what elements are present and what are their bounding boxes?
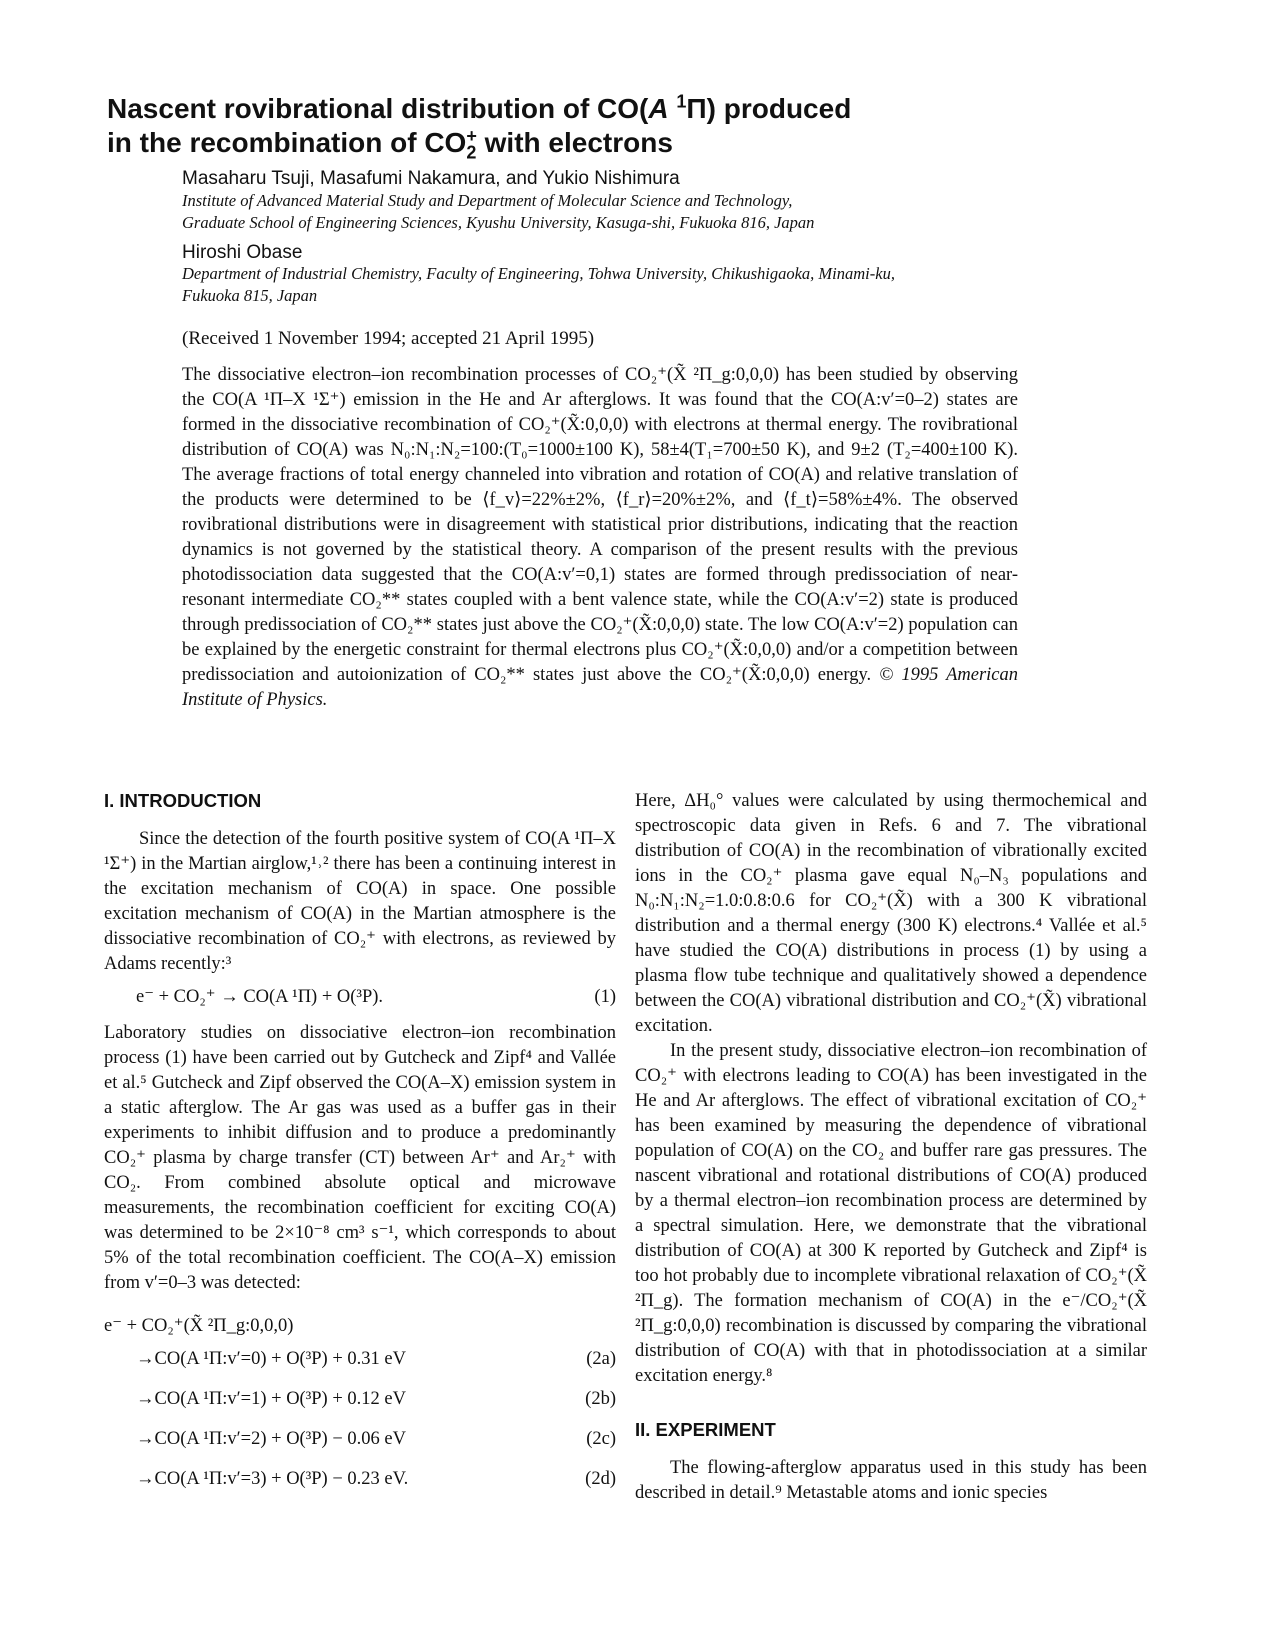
equation-number: (1) — [594, 987, 616, 1007]
abstract: The dissociative electron–ion recombination processes of CO₂⁺(X̃ ²Π_g:0,0,0) has been studied by observing the CO(A ¹Π–X ¹Σ⁺) emission in the He and Ar afterglows. It was found that the CO(A:v′=0–2) states are formed in the dissociative recombination of CO₂⁺(X̃:0,0,0) with electrons at thermal energy. The rovibrational distribution of CO(A) was N₀:N₁:N₂=100:(T₀=1000±100 K), 58±4(T₁=700±50 K), and 9±2 (T₂=400±100 K). The average fractions of total energy channeled into vibration and rotation of CO(A) and relative translation of the products were determined to be ⟨f_v⟩=22%±2%, ⟨f_r⟩=20%±2%, and ⟨f_t⟩=58%±4%. The observed rovibrational distributions were in disagreement with statistical prior distributions, indicating that the reaction dynamics is not governed by the statistical theory. A comparison of the present results with the previous photodissociation data suggested that the CO(A:v′=0,1) states are formed through predissociation of near-resonant intermediate CO₂** states coupled with a bent valence state, while the CO(A:v′=2) state is produced through predissociation of CO₂** states just above the CO₂⁺(X̃:0,0,0) state. The low CO(A:v′=2) population can be explained by the energetic constraint for thermal electrons plus CO₂⁺(X̃:0,0,0) and/or a competition between predissociation and autoionization of CO₂** states just above the CO₂⁺(X̃:0,0,0) energy. © 1995 American Institute of Physics. — [182, 365, 1018, 710]
equation-2c: →CO(A ¹Π:v′=2) + O(³P) − 0.06 eV (2c) — [136, 1429, 616, 1449]
intro-paragraph-2: Laboratory studies on dissociative electron–ion recombination process (1) have been carried out by Gutcheck and Zipf⁴ and Vallée et al.⁵ Gutcheck and Zipf observed the CO(A–X) emission system in a static afterglow. The Ar gas was used as a buffer gas in their experiments to inhibit diffusion and to produce a predominantly CO₂⁺ plasma by charge transfer (CT) between Ar⁺ and Ar₂⁺ with CO₂. From combined absolute optical and microwave measurements, the recombination coefficient for exciting CO(A) was determined to be 2×10⁻⁸ cm³ s⁻¹, which corresponds to about 5% of the total recombination coefficient. The CO(A–X) emission from v′=0–3 was detected: — [104, 1023, 616, 1293]
authors-group-1: Masaharu Tsuji, Masafumi Nakamura, and Yukio Nishimura — [182, 168, 680, 189]
equation-1: e⁻ + CO₂⁺ → CO(A ¹Π) + O(³P). (1) — [104, 977, 616, 1021]
paper-title: Nascent rovibrational distribution of CO(A $^1$Π) produced in the recombination of $CO_2^+$ with electrons — [107, 91, 852, 163]
affiliation-1: Institute of Advanced Material Study and Department of Molecular Science and Technology, Graduate School of Engineering Sciences, Kyushu University, Kasuga-shi, Fukuoka 816, Japan — [182, 191, 815, 232]
col2-paragraph-1: Here, ΔH₀° values were calculated by using thermochemical and spectroscopic data given in Refs. 6 and 7. The vibrational distribution of CO(A) in the recombination of vibrationally excited ions in the CO₂⁺ plasma gave equal N₀–N₃ populations and N₀:N₁:N₂=1.0:0.8:0.6 for CO₂⁺(X̃) with a 300 K vibrational distribution and a thermal energy (300 K) electrons.⁴ Vallée et al.⁵ have studied the CO(A) distributions in process (1) by using a plasma flow tube technique and qualitatively showed a dependence between the CO(A) vibrational distribution and CO₂⁺(X̃) vibrational excitation. — [635, 791, 1147, 1036]
equation-2d: →CO(A ¹Π:v′=3) + O(³P) − 0.23 eV. (2d) — [136, 1469, 616, 1489]
copyright: © 1995 American Institute of Physics. — [182, 665, 1018, 710]
received-dates: (Received 1 November 1994; accepted 21 April 1995) — [182, 328, 595, 349]
authors-group-2: Hiroshi Obase — [182, 242, 303, 263]
right-column — [635, 789, 1147, 1506]
experiment-paragraph-1: The flowing-afterglow apparatus used in this study has been described in detail.⁹ Metastable atoms and ionic species — [635, 1458, 1147, 1503]
equation-2b: →CO(A ¹Π:v′=1) + O(³P) + 0.12 eV (2b) — [136, 1389, 616, 1409]
col2-paragraph-2: In the present study, dissociative electron–ion recombination of CO₂⁺ with electrons leading to CO(A) has been investigated in the He and Ar afterglows. The effect of vibrational excitation of CO₂⁺ has been examined by measuring the dependence of vibrational population of CO(A) on the CO₂ and buffer rare gas pressures. The nascent vibrational and rotational distributions of CO(A) produced by a thermal electron–ion recombination process are determined by a spectral simulation. Here, we demonstrate that the vibrational distribution of CO(A) at 300 K reported by Gutcheck and Zipf⁴ is too hot probably due to incomplete vibrational relaxation of CO₂⁺(X̃ ²Π_g). The formation mechanism of CO(A) in the e⁻/CO₂⁺(X̃ ²Π_g:0,0,0) recombination is discussed by comparing the vibrational distribution of CO(A) with that in photodissociation at a similar excitation energy.⁸ — [635, 1041, 1147, 1386]
equation-2-head: e⁻ + CO₂⁺(X̃ ²Π_g:0,0,0) — [104, 1316, 294, 1336]
affiliation-2: Department of Industrial Chemistry, Faculty of Engineering, Tohwa University, Chikushigaoka, Minami-ku, Fukuoka 815, Japan — [182, 264, 895, 305]
intro-paragraph-1: Since the detection of the fourth positive system of CO(A ¹Π–X ¹Σ⁺) in the Martian airglow,¹˒² there has been a continuing interest in the excitation mechanism of CO(A) in space. One possible excitation mechanism of CO(A) in the Martian atmosphere is the dissociative recombination of CO₂⁺ with electrons, as reviewed by Adams recently:³ — [104, 829, 616, 974]
section-heading-experiment: II. EXPERIMENT — [635, 1419, 776, 1440]
section-heading-introduction: I. INTRODUCTION — [104, 790, 262, 811]
left-column — [104, 788, 616, 1499]
equation-2a: →CO(A ¹Π:v′=0) + O(³P) + 0.31 eV (2a) — [136, 1349, 616, 1369]
